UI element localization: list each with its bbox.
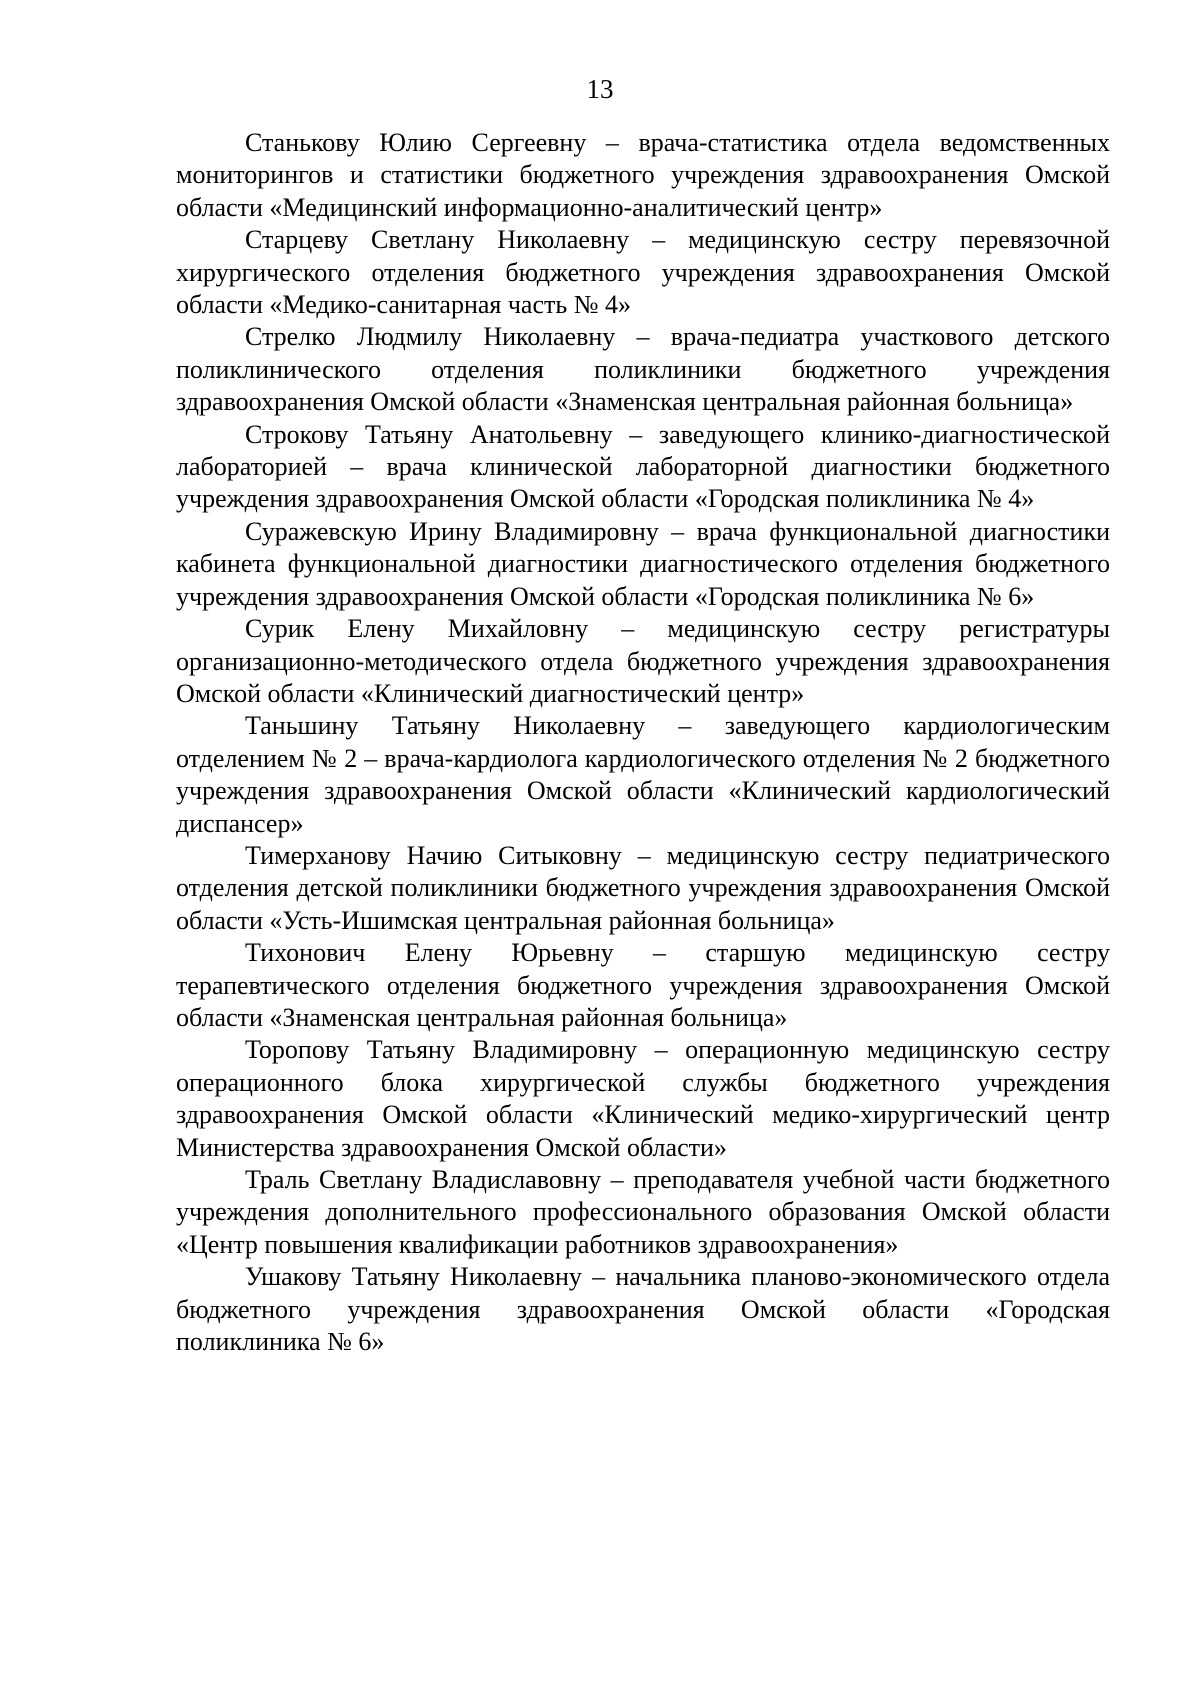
- page-number: 13: [586, 74, 614, 104]
- list-item: Траль Светлану Владиславовну – преподавателя учебной части бюджетного учреждения дополнительного профессионального образования Омской области «Центр повышения квалификации работников здравоохранения»: [176, 1165, 1110, 1259]
- list-item: Тихонович Елену Юрьевну – старшую медицинскую сестру терапевтического отделения бюджетного учреждения здравоохранения Омской области «Знаменская центральная районная больница»: [176, 938, 1110, 1032]
- list-item: Старцеву Светлану Николаевну – медицинскую сестру перевязочной хирургического отделения бюджетного учреждения здравоохранения Омской области «Медико-санитарная часть № 4»: [176, 225, 1110, 320]
- list-item: Таньшину Татьяну Николаевну – заведующего кардиологическим отделением № 2 – врача-кардиолога кардиологического отделения № 2 бюджетного учреждения здравоохранения Омской области «Клинический кардиологический диспансер»: [176, 711, 1110, 838]
- list-item: Тимерханову Начию Ситыковну – медицинскую сестру педиатрического отделения детской поликлиники бюджетного учреждения здравоохранения Омской области «Усть-Ишимская центральная районная больница»: [176, 840, 1110, 935]
- award-list: [176, 127, 1110, 1358]
- list-item: Торопову Татьяну Владимировну – операционную медицинскую сестру операционного блока хирургической службы бюджетного учреждения здравоохранения Омской области «Клинический медико-хирургический центр Министерства здравоохранения Омской области»: [176, 1035, 1110, 1162]
- list-item: Суражевскую Ирину Владимировну – врача функциональной диагностики кабинета функциональной диагностики диагностического отделения бюджетного учреждения здравоохранения Омской области «Городская поликлиника № 6»: [176, 516, 1110, 611]
- list-item: Сурик Елену Михайловну – медицинскую сестру регистратуры организационно-методического отдела бюджетного учреждения здравоохранения Омской области «Клинический диагностический центр»: [176, 614, 1110, 708]
- list-item: Стрелко Людмилу Николаевну – врача-педиатра участкового детского поликлинического отделения поликлиники бюджетного учреждения здравоохранения Омской области «Знаменская центральная районная больница»: [176, 322, 1110, 417]
- list-item: Строкову Татьяну Анатольевну – заведующего клинико-диагностической лабораторией – врача клинической лабораторной диагностики бюджетного учреждения здравоохранения Омской области «Городская поликлиника № 4»: [176, 419, 1110, 514]
- list-item: Ушакову Татьяну Николаевну – начальника планово-экономического отдела бюджетного учреждения здравоохранения Омской области «Городская поликлиника № 6»: [176, 1262, 1110, 1357]
- list-item: Станькову Юлию Сергеевну – врача-статистика отдела ведомственных мониторингов и статистики бюджетного учреждения здравоохранения Омской области «Медицинский информационно-аналитический центр»: [176, 128, 1110, 222]
